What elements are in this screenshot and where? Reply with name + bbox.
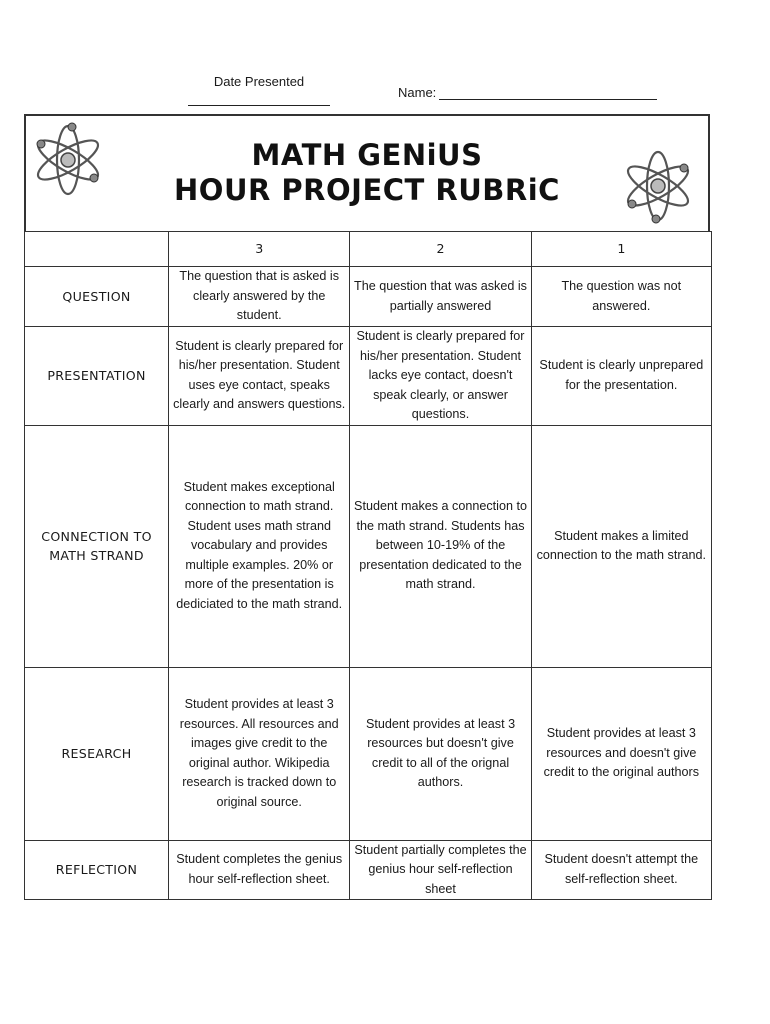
criterion-cell: Student provides at least 3 resources. All resources and images give credit to the original author. Wikipedia research is tracked down to original source. <box>169 667 350 840</box>
page-title <box>26 138 708 208</box>
column-header-2: 2 <box>350 232 531 267</box>
date-presented-blank[interactable] <box>188 89 330 106</box>
criterion-cell: The question that is asked is clearly answered by the student. <box>169 267 350 327</box>
criterion-cell: The question that was asked is partially answered <box>350 267 531 327</box>
date-presented-label: Date Presented <box>213 74 305 89</box>
criterion-cell: Student is clearly prepared for his/her presentation. Student lacks eye contact, doesn't speak clearly, or answer questions. <box>350 327 531 426</box>
row-category-question: QUESTION <box>25 267 169 327</box>
row-category-presentation: PRESENTATION <box>25 327 169 426</box>
criterion-cell: Student provides at least 3 resources but doesn't give credit to all of the orignal authors. <box>350 667 531 840</box>
criterion-cell: Student partially completes the genius hour self-reflection sheet <box>350 840 531 900</box>
row-category-research: RESEARCH <box>25 667 169 840</box>
header-row <box>25 232 712 267</box>
table-row <box>25 267 712 327</box>
name-blank[interactable] <box>439 84 657 100</box>
table-row <box>25 667 712 840</box>
criterion-cell: The question was not answered. <box>531 267 711 327</box>
rubric-table <box>24 231 712 900</box>
atom-icon <box>30 120 106 200</box>
table-row <box>25 840 712 900</box>
name-label: Name: <box>398 85 437 100</box>
table-row <box>25 327 712 426</box>
column-header-blank <box>25 232 169 267</box>
name-field <box>398 84 657 100</box>
atom-icon <box>620 146 696 226</box>
date-presented-field <box>188 74 330 106</box>
row-category-reflection: REFLECTION <box>25 840 169 900</box>
column-header-1: 1 <box>531 232 711 267</box>
criterion-cell: Student completes the genius hour self-reflection sheet. <box>169 840 350 900</box>
column-header-3: 3 <box>169 232 350 267</box>
criterion-cell: Student is clearly unprepared for the presentation. <box>531 327 711 426</box>
title-line-1: MATH GENiUS <box>251 138 483 172</box>
row-category-connection: CONNECTION TO MATH STRAND <box>25 425 169 667</box>
criterion-cell: Student makes a connection to the math strand. Students has between 10-19% of the presentation dedicated to the math strand. <box>350 425 531 667</box>
table-row <box>25 425 712 667</box>
criterion-cell: Student is clearly prepared for his/her presentation. Student uses eye contact, speaks clearly and answers questions. <box>169 327 350 426</box>
title-line-2: HOUR PROJECT RUBRiC <box>174 173 560 207</box>
criterion-cell: Student provides at least 3 resources and doesn't give credit to the original authors <box>531 667 711 840</box>
title-banner <box>24 114 710 232</box>
criterion-cell: Student makes exceptional connection to math strand. Student uses math strand vocabulary and provides multiple examples. 20% or more of the presentation is dediciated to the math strand. <box>169 425 350 667</box>
criterion-cell: Student doesn't attempt the self-reflection sheet. <box>531 840 711 900</box>
criterion-cell: Student makes a limited connection to the math strand. <box>531 425 711 667</box>
